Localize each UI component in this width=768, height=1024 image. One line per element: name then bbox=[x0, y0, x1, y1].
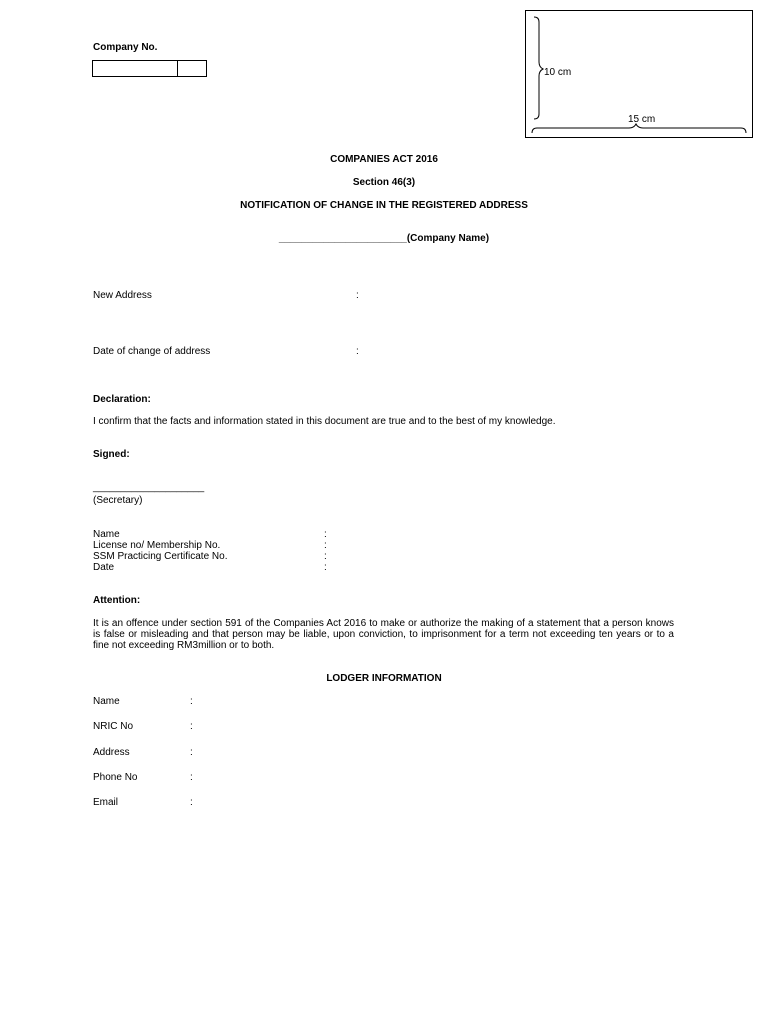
lodger-name-colon: : bbox=[190, 696, 193, 707]
dimension-height-label: 10 cm bbox=[544, 67, 572, 78]
secretary-name-colon: : bbox=[324, 529, 327, 540]
lodger-email-label: Email bbox=[93, 797, 119, 808]
ssm-colon: : bbox=[324, 551, 327, 562]
signed-label: Signed: bbox=[93, 449, 130, 460]
date-change-colon: : bbox=[356, 346, 359, 357]
declaration-label: Declaration: bbox=[93, 394, 151, 405]
secretary-name-label: Name bbox=[93, 529, 120, 540]
lodger-name-label: Name bbox=[93, 696, 120, 707]
lodger-address-label: Address bbox=[93, 747, 130, 758]
lodger-heading: LODGER INFORMATION bbox=[326, 673, 442, 684]
section-title: Section 46(3) bbox=[352, 177, 416, 188]
lodger-nric-label: NRIC No bbox=[93, 721, 134, 732]
declaration-text: I confirm that the facts and information stated in this document are true and to the best of my knowledge. bbox=[93, 416, 556, 427]
lodger-phone-label: Phone No bbox=[93, 772, 138, 783]
lodger-email-colon: : bbox=[190, 797, 193, 808]
lodger-phone-colon: : bbox=[190, 772, 193, 783]
secretary-role: (Secretary) bbox=[93, 495, 143, 506]
secretary-date-colon: : bbox=[324, 562, 327, 573]
ssm-label: SSM Practicing Certificate No. bbox=[93, 551, 228, 562]
date-change-label: Date of change of address bbox=[93, 346, 211, 357]
lodger-address-colon: : bbox=[190, 747, 193, 758]
dimension-width-label: 15 cm bbox=[628, 114, 656, 125]
attention-text: It is an offence under section 591 of the Companies Act 2016 to make or authorize the making of a statement that a person knows is false or misleading and that person may be liable, upon conviction, to imprisonment for a term not exceeding ten years or to a fine not exceeding RM3million or to both. bbox=[93, 618, 674, 651]
new-address-colon: : bbox=[356, 290, 359, 301]
attention-label: Attention: bbox=[93, 595, 141, 606]
signature-line: ____________________ bbox=[93, 482, 205, 493]
company-name-line: _______________________(Company Name) bbox=[278, 233, 490, 244]
act-title: COMPANIES ACT 2016 bbox=[330, 154, 438, 165]
new-address-label: New Address bbox=[93, 290, 152, 301]
company-no-field[interactable] bbox=[92, 60, 178, 77]
company-no-suffix-field[interactable] bbox=[177, 60, 207, 77]
license-colon: : bbox=[324, 540, 327, 551]
license-label: License no/ Membership No. bbox=[93, 540, 221, 551]
form-heading: NOTIFICATION OF CHANGE IN THE REGISTERED ADDRESS bbox=[240, 200, 528, 211]
lodger-nric-colon: : bbox=[190, 721, 193, 732]
secretary-date-label: Date bbox=[93, 562, 115, 573]
company-no-label: Company No. bbox=[93, 42, 158, 53]
